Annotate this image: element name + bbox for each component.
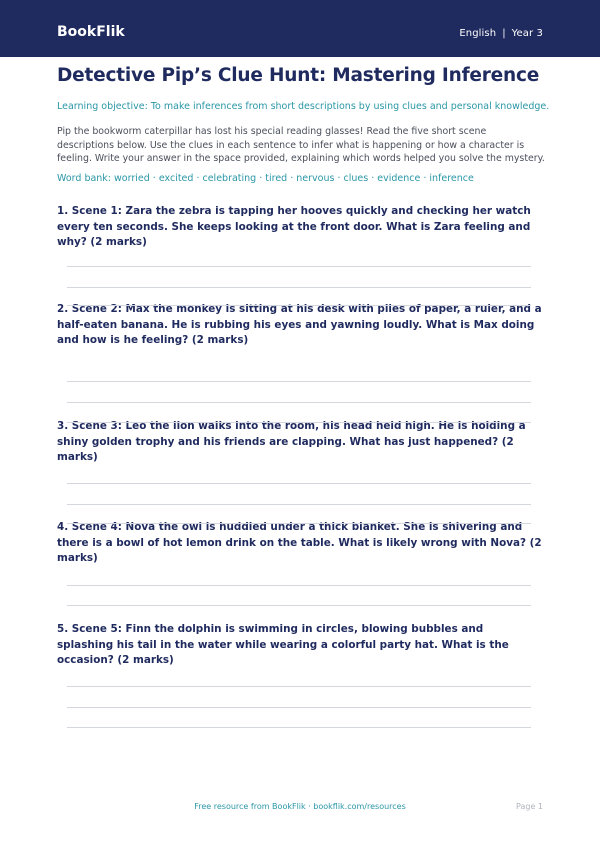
answer-line[interactable] <box>67 402 531 403</box>
word-bank: Word bank: worried · excited · celebrating · tired · nervous · clues · evidence · inference <box>57 173 474 184</box>
answer-line[interactable] <box>67 287 531 288</box>
worksheet-title: Detective Pip’s Clue Hunt: Mastering Inference <box>57 65 540 86</box>
page-number: Page 1 <box>516 802 543 811</box>
answer-line[interactable] <box>67 523 531 524</box>
header-separator: | <box>502 28 506 39</box>
answer-line[interactable] <box>67 585 531 586</box>
intro-paragraph: Pip the bookworm caterpillar has lost his special reading glasses! Read the five short scene descriptions below. Use the clues in each sentence to infer what is happening or how a character is feeling. Write your answer in the space provided, explaining which words helped you solve the mystery. <box>57 126 545 164</box>
year-label: Year 3 <box>511 28 543 39</box>
answer-line[interactable] <box>67 707 531 708</box>
answer-line[interactable] <box>67 483 531 484</box>
answer-line[interactable] <box>67 422 531 423</box>
footer-credit[interactable]: Free resource from BookFlik · bookflik.com/resources <box>194 802 406 811</box>
subject-label: English <box>459 28 497 39</box>
answer-line[interactable] <box>67 381 531 382</box>
question-4: 4. Scene 4: Nova the owl is huddled under a thick blanket. She is shivering and there is a bowl of hot lemon drink on the table. What is likely wrong with Nova? (2 marks) <box>57 521 542 564</box>
header-bar <box>0 0 600 57</box>
learning-objective: Learning objective: To make inferences from short descriptions by using clues and personal knowledge. <box>57 101 550 112</box>
answer-line[interactable] <box>67 504 531 505</box>
answer-line[interactable] <box>67 686 531 687</box>
answer-line[interactable] <box>67 266 531 267</box>
question-1: 1. Scene 1: Zara the zebra is tapping her hooves quickly and checking her watch every ten seconds. She keeps looking at the front door. What is Zara feeling and why? (2 marks) <box>57 205 531 248</box>
question-5: 5. Scene 5: Finn the dolphin is swimming in circles, blowing bubbles and splashing his tail in the water while wearing a colorful party hat. What is the occasion? (2 marks) <box>57 623 509 666</box>
question-3: 3. Scene 3: Leo the lion walks into the room, his head held high. He is holding a shiny golden trophy and his friends are clapping. What has just happened? (2 marks) <box>57 420 526 463</box>
answer-line[interactable] <box>67 305 531 306</box>
question-2: 2. Scene 2: Max the monkey is sitting at his desk with piles of paper, a ruler, and a half-eaten banana. He is rubbing his eyes and yawning loudly. What is Max doing and how is he feeling? (2 marks) <box>57 303 542 346</box>
subject-year-label <box>459 28 543 39</box>
answer-line[interactable] <box>67 727 531 728</box>
answer-line[interactable] <box>67 605 531 606</box>
brand-logo[interactable]: BookFlik <box>57 24 125 40</box>
